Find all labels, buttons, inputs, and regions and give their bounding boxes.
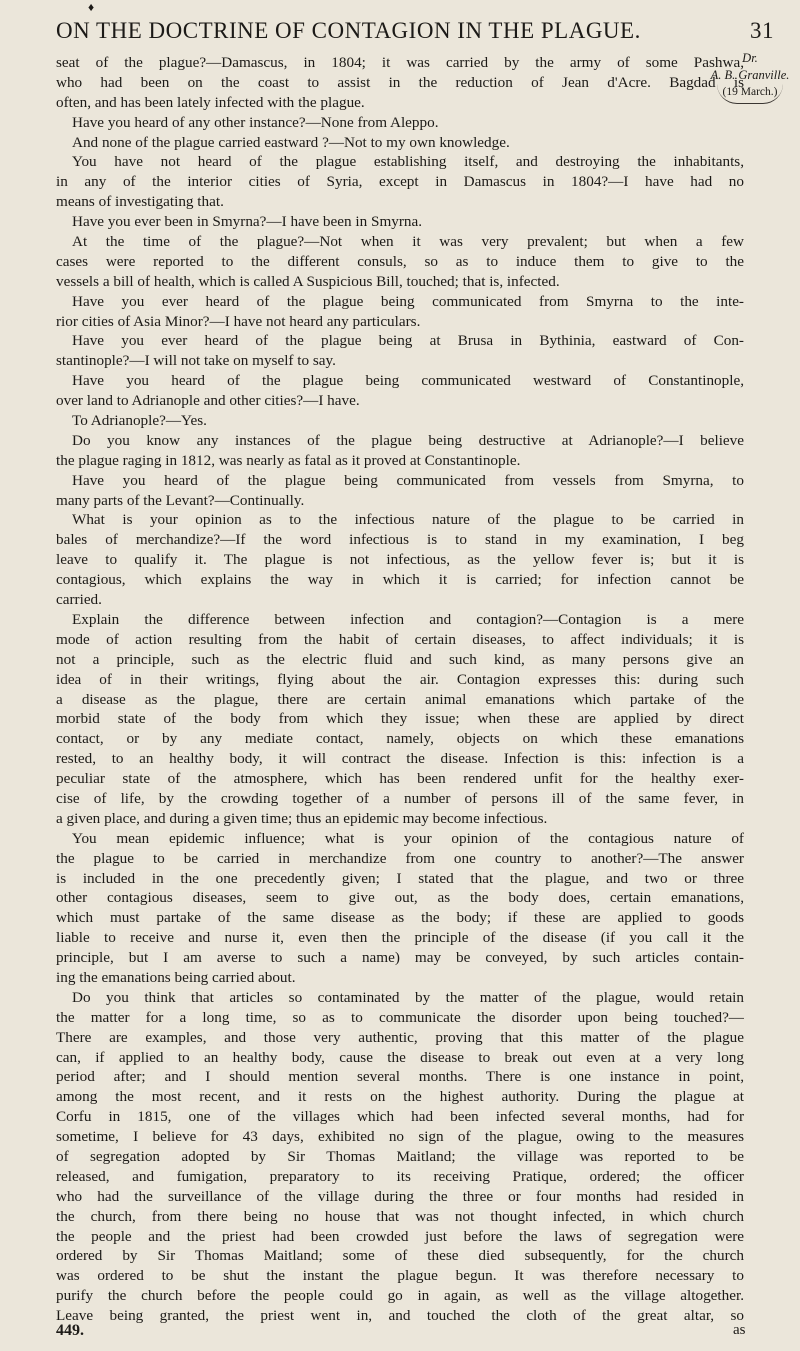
text-line: Have you ever heard of the plague being at Brusa in Bythinia, eastward of Con- — [72, 332, 744, 350]
text-line: often, and has been lately infected with the plague. — [56, 93, 365, 111]
text-line: other contagious diseases, seem to give out, as the body does, certain emanations, — [56, 889, 744, 907]
printer-mark: ♦ — [88, 0, 95, 14]
text-line: rested, to an healthy body, it will contract the disease. Infection is this: infection is a — [56, 750, 744, 768]
text-line: Explain the difference between infection and contagion?—Contagion is a mere — [72, 610, 744, 628]
page-number: 31 — [750, 18, 774, 43]
margin-note-date: (19 March.) — [717, 84, 784, 104]
text-line: leave to qualify it. The plague is not infectious, as the yellow fever is; but it is — [56, 551, 744, 569]
text-line: period after; and I should mention several months. There is one instance in point, — [56, 1068, 744, 1086]
text-line: What is your opinion as to the infectious nature of the plague to be carried in — [72, 511, 744, 529]
signature-mark: 449. — [56, 1322, 84, 1339]
text-line: Do you know any instances of the plague being destructive at Adrianople?—I believe — [72, 431, 744, 449]
text-line: among the most recent, and it rests on the highest authority. During the plague at — [56, 1088, 744, 1106]
text-line: which must partake of the same disease as the body; if these are applied to goods — [56, 909, 744, 927]
text-line: many parts of the Levant?—Continually. — [56, 491, 305, 509]
text-line: who had been on the coast to assist in the reduction of Jean d'Acre. Bagdad is — [56, 73, 744, 91]
text-line: cise of life, by the crowding together of a number of persons ill of the same fever, in — [56, 789, 744, 807]
text-line: can, if applied to an healthy body, cause the disease to break out even at a very long — [56, 1048, 744, 1066]
text-line: You have not heard of the plague establishing itself, and destroying the inhabitants, — [72, 153, 744, 171]
text-line: Have you heard of any other instance?—None from Aleppo. — [72, 113, 439, 131]
text-line: is included in the one precedently given; I stated that the plague, and two or three — [56, 869, 744, 887]
text-line: cases were reported to the different consuls, so as to induce them to give to the — [56, 252, 744, 270]
body-text — [56, 53, 744, 1326]
text-line: a given place, and during a given time; thus an epidemic may become infectious. — [56, 809, 548, 827]
text-line: ordered by Sir Thomas Maitland; some of these died subsequently, for the church — [56, 1247, 744, 1265]
text-line: Corfu in 1815, one of the villages which had been infected several months, had for — [56, 1108, 744, 1126]
text-line: To Adrianople?—Yes. — [72, 412, 207, 430]
text-line: contagious, which explains the way in which it is carried; for infection cannot be — [56, 571, 744, 589]
text-line: seat of the plague?—Damascus, in 1804; it was carried by the army of some Pashwa, — [56, 54, 744, 71]
text-line: idea of in their writings, flying about the air. Contagion expresses this: during such — [56, 670, 744, 688]
text-line: the people and the priest had been crowded just before the laws of segregation were — [56, 1227, 744, 1245]
text-line: mode of action resulting from the habit of certain diseases, to affect individuals; it is — [56, 630, 744, 648]
text-line: morbid state of the body from which they issue; when these are applied by direct — [56, 710, 744, 728]
text-line: the plague to be carried in merchandize from one country to another?—The answer — [56, 849, 744, 867]
text-line: rior cities of Asia Minor?—I have not heard any particulars. — [56, 312, 421, 330]
text-line: the church, from there being no house that was not thought infected, in which church — [56, 1207, 744, 1225]
text-line: stantinople?—I will not take on myself to say. — [56, 352, 336, 370]
text-line: carried. — [56, 591, 102, 609]
text-line: Have you ever heard of the plague being communicated from Smyrna to the inte- — [72, 292, 744, 310]
text-line: in any of the interior cities of Syria, except in Damascus in 1804?—I have had no — [56, 173, 744, 191]
text-line: contact, or by any mediate contact, namely, objects on which these emanations — [56, 730, 744, 748]
text-line: who had the surveillance of the village during the three or four months had resided in — [56, 1187, 744, 1205]
running-head-title: ON THE DOCTRINE OF CONTAGION IN THE PLAGUE. — [56, 18, 641, 43]
text-line: And none of the plague carried eastward ?—Not to my own knowledge. — [72, 133, 510, 151]
margin-note-name: A. B. Granville. — [710, 67, 790, 82]
text-line: purify the church before the people could go in again, as well as the village altogether. — [56, 1287, 744, 1305]
text-line: bales of merchandize?—If the word infectious is to stand in my examination, I beg — [56, 531, 744, 549]
text-line: was ordered to be shut the instant the plague begun. It was therefore necessary to — [56, 1267, 744, 1285]
text-line: sometime, I believe for 43 days, exhibited no sign of the plague, owing to the measures — [56, 1128, 744, 1146]
catchword: as — [733, 1322, 746, 1338]
text-line: of segregation adopted by Sir Thomas Maitland; the village was reported to be — [56, 1147, 744, 1165]
text-line: There are examples, and those very authentic, proving that this matter of the plague — [56, 1028, 744, 1046]
margin-note-prefix: Dr. — [742, 51, 758, 65]
text-line: a disease as the plague, there are certain animal emanations which partake of the — [56, 690, 744, 708]
text-line: At the time of the plague?—Not when it was very prevalent; but when a few — [72, 233, 744, 251]
text-line: Have you heard of the plague being communicated from vessels from Smyrna, to — [72, 471, 744, 489]
text-line: Have you ever been in Smyrna?—I have been in Smyrna. — [72, 213, 423, 231]
text-line: liable to receive and nurse it, even then the principle of the disease (if you call it the — [56, 929, 744, 947]
text-line: means of investigating that. — [56, 193, 224, 211]
text-line: not a principle, such as the electric fluid and such kind, as many persons give an — [56, 650, 744, 668]
text-line: Have you heard of the plague being communicated westward of Constantinople, — [72, 372, 744, 390]
text-line: principle, but I am averse to such a name) may be conveyed, by such articles contain- — [56, 949, 744, 967]
text-line: Leave being granted, the priest went in, and touched the cloth of the great altar, so — [56, 1307, 744, 1325]
text-line: over land to Adrianople and other cities?—I have. — [56, 392, 360, 410]
text-line: released, and fumigation, preparatory to its receiving Pratique, ordered; the officer — [56, 1167, 744, 1185]
text-line: peculiar state of the atmosphere, which has been rendered unfit for the healthy exer- — [56, 770, 744, 788]
text-line: Do you think that articles so contaminated by the matter of the plague, would retain — [72, 988, 744, 1006]
text-line: ing the emanations being carried about. — [56, 968, 296, 986]
text-line: the plague raging in 1812, was nearly as fatal as it proved at Constantinople. — [56, 451, 521, 469]
text-line: the matter for a long time, so as to communicate the disorder upon being touched?— — [56, 1008, 744, 1026]
text-line: vessels a bill of health, which is called A Suspicious Bill, touched; that is, infected. — [56, 272, 560, 290]
running-head — [56, 18, 774, 44]
text-line: You mean epidemic influence; what is your opinion of the contagious nature of — [72, 829, 744, 847]
